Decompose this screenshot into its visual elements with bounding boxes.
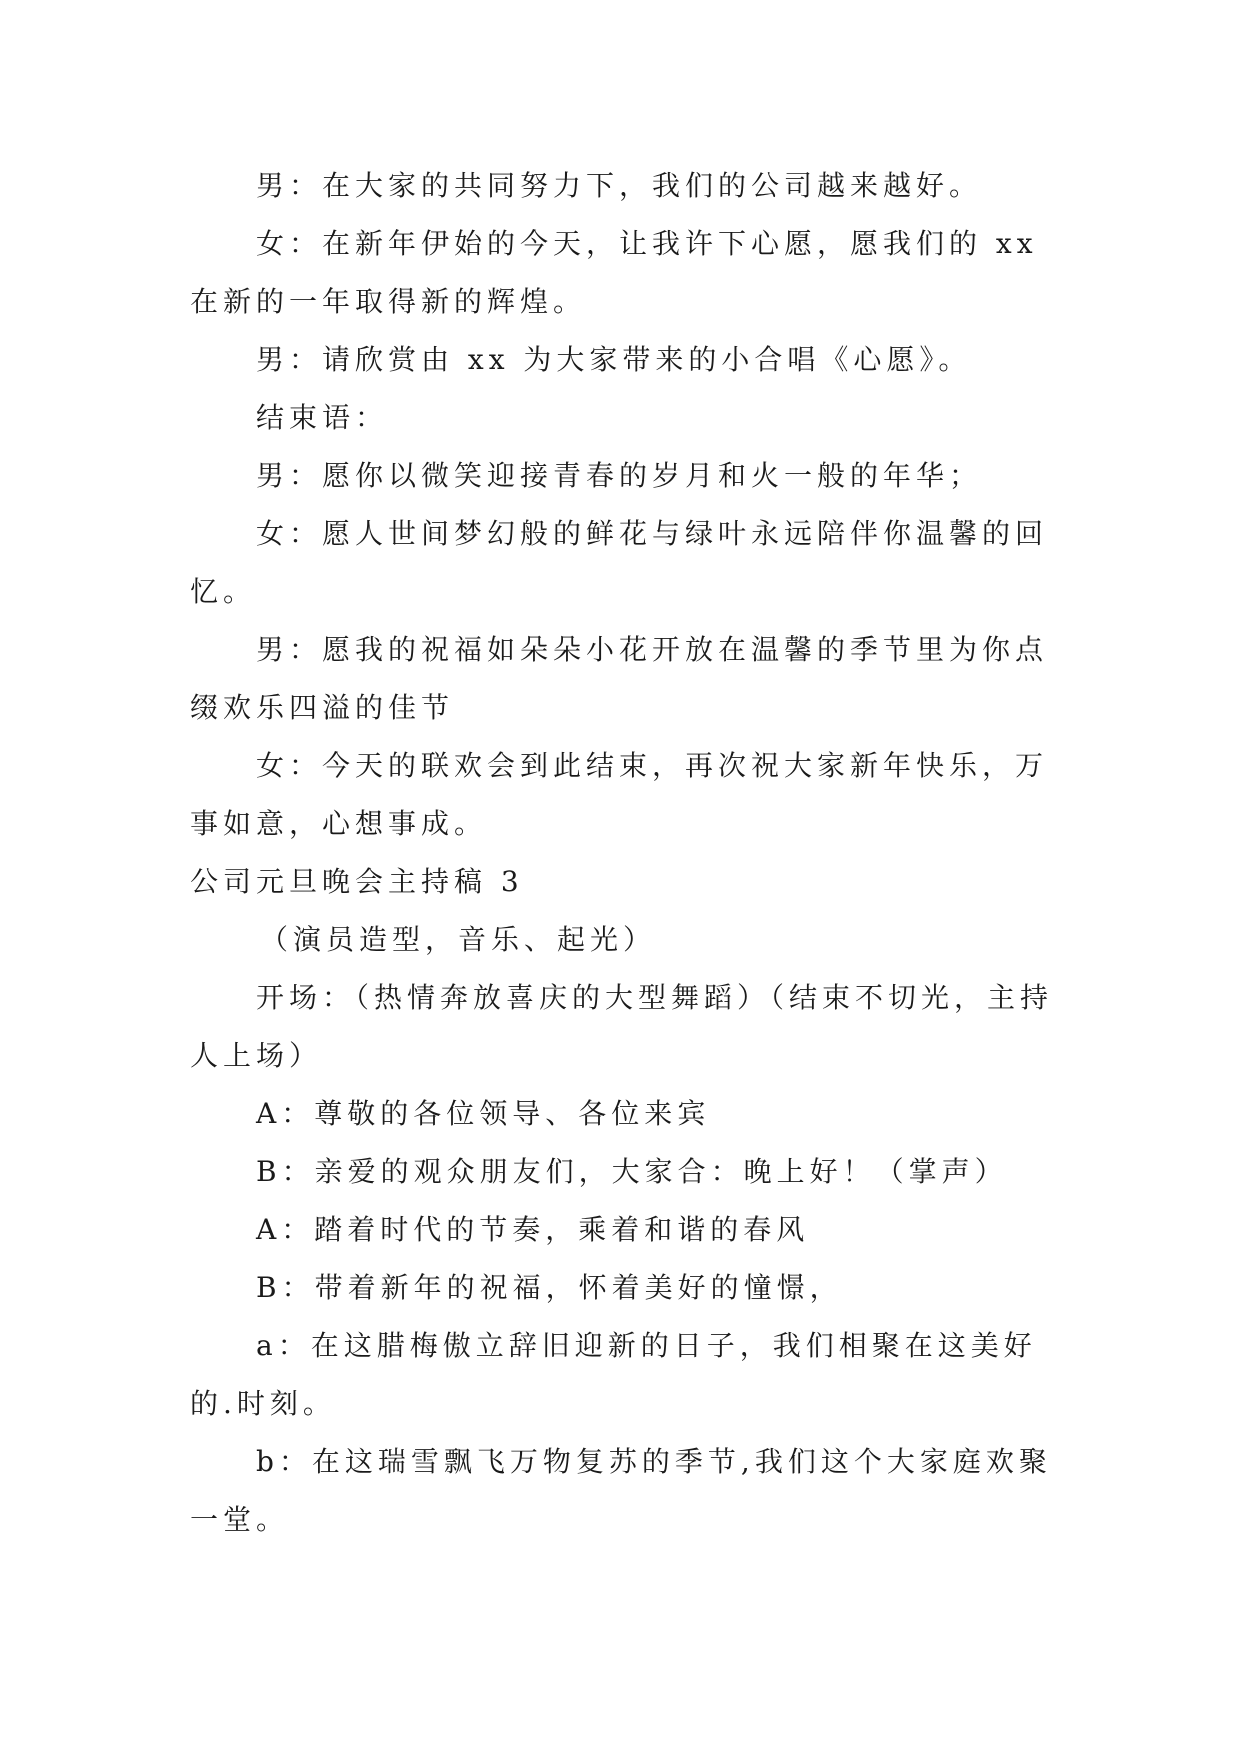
paragraph-b-snow: b：在这瑞雪飘飞万物复苏的季节,我们这个大家庭欢聚一堂。 bbox=[190, 1445, 1052, 1536]
paragraph-female-wish: 女：在新年伊始的今天，让我许下心愿，愿我们的 xx 在新的一年取得新的辉煌。 bbox=[190, 227, 1052, 318]
paragraph-stage-direction: （演员造型，音乐、起光） bbox=[260, 923, 657, 956]
paragraph-female-end: 女：今天的联欢会到此结束，再次祝大家新年快乐，万事如意，心想事成。 bbox=[190, 749, 1049, 840]
paragraph-male-chorus: 男：请欣赏由 xx 为大家带来的小合唱《心愿》。 bbox=[256, 343, 972, 376]
paragraph-male-blessing: 男：愿我的祝福如朵朵小花开放在温馨的季节里为你点缀欢乐四溢的佳节 bbox=[190, 633, 1049, 724]
paragraph-a-plum: a：在这腊梅傲立辞旧迎新的日子，我们相聚在这美好的.时刻。 bbox=[190, 1329, 1037, 1420]
paragraph-b-greeting: B：亲爱的观众朋友们，大家合：晚上好！（掌声） bbox=[256, 1155, 1008, 1188]
paragraph-b-blessing: B：带着新年的祝福，怀着美好的憧憬， bbox=[256, 1271, 843, 1304]
paragraph-female-flowers: 女：愿人世间梦幻般的鲜花与绿叶永远陪伴你温馨的回忆。 bbox=[190, 517, 1049, 608]
document-body bbox=[190, 157, 1060, 1549]
paragraph-a-rhythm: A：踏着时代的节奏，乘着和谐的春风 bbox=[256, 1213, 810, 1246]
paragraph-opening: 开场：（热情奔放喜庆的大型舞蹈）（结束不切光，主持人上场） bbox=[190, 981, 1054, 1072]
paragraph-closing-heading: 结束语： bbox=[256, 401, 389, 434]
section-title: 公司元旦晚会主持稿 3 bbox=[190, 865, 524, 898]
paragraph-a-greeting: A：尊敬的各位领导、各位来宾 bbox=[256, 1097, 711, 1130]
paragraph-male-youth: 男：愿你以微笑迎接青春的岁月和火一般的年华； bbox=[256, 459, 983, 492]
paragraph-male-effort: 男：在大家的共同努力下，我们的公司越来越好。 bbox=[256, 169, 983, 202]
